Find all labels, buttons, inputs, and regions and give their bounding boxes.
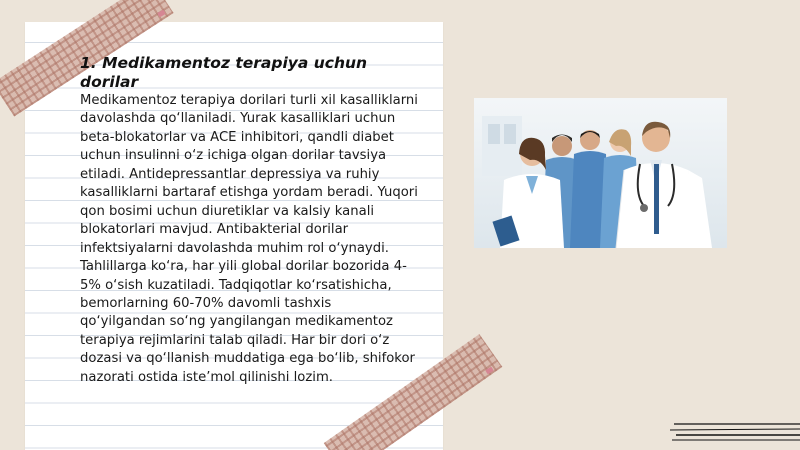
doctors-illustration [474,98,727,248]
slide-body-text: Medikamentoz terapiya dorilari turli xil kasalliklarni davolashda qo‘llaniladi. Yurak kasalliklari uchun beta-blokatorlar va ACE inhibitori, qandli diabet uchun insulinni o‘z ichiga olgan dorilar tavsiya etiladi. Antidepressantlar depressiya va ruhiy kasalliklarni bartaraf etishga yordam beradi. Yuqori qon bosimi uchun diuretiklar va kalsiy kanali blokatorlari mavjud. Antibakterial dorilar infektsiyalarni davolashda muhim rol o‘ynaydi. Tahlillarga ko‘ra, har yili global dorilar bozorida 4-5% o‘sish kuzatiladi. Tadqiqotlar ko‘rsatishicha, bemorlarning 60-70% davomli tashxis qo‘yilgandan so‘ng yangilangan medikamentoz terapiya rejimlarini talab qiladi. Har bir dori o‘z dozasi va qo‘llanish muddatiga ega bo‘lib, shifokor nazorati ostida iste’mol qilinishi lozim. [80,93,418,385]
doctors-team-photo [474,98,727,248]
decorative-lines [670,420,800,450]
slide-title: 1. Medikamentoz terapiya uchun dorilar [80,54,368,91]
